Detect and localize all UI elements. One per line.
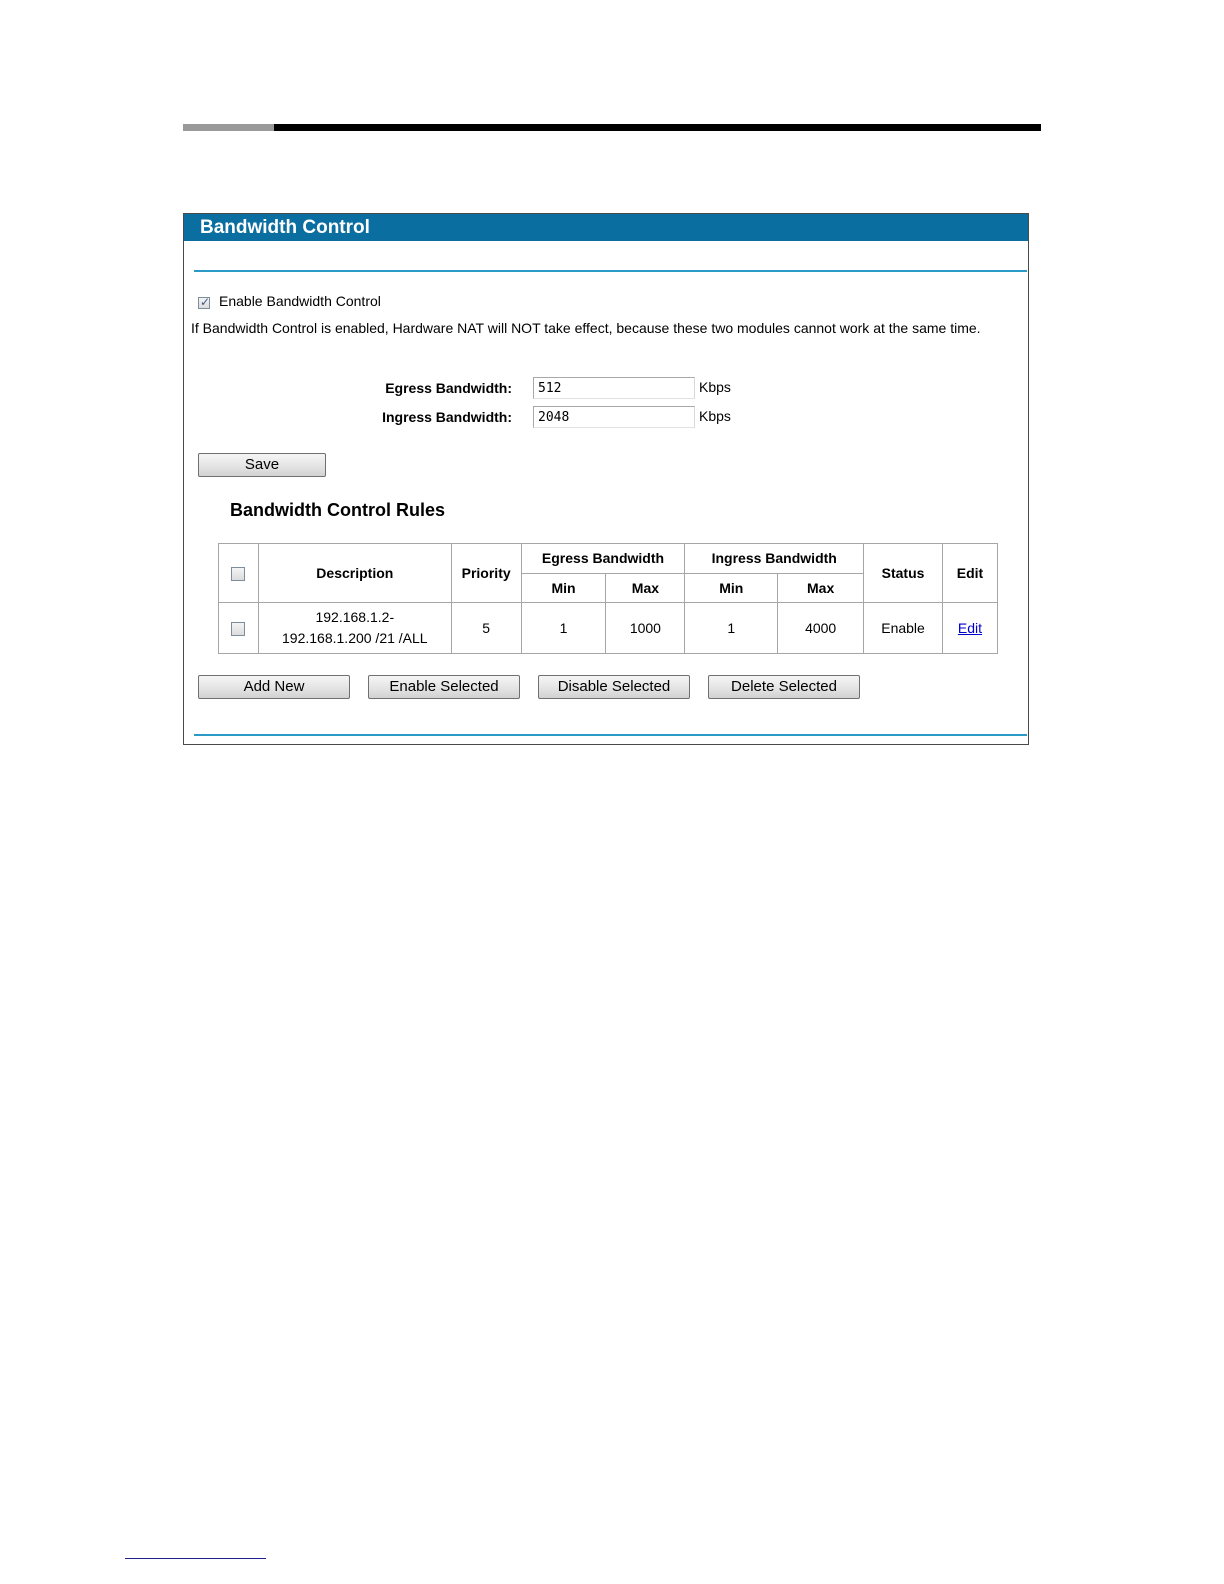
table-row	[219, 603, 998, 654]
add-new-button[interactable]: Add New	[198, 675, 350, 699]
row-status: Enable	[864, 603, 943, 654]
rules-table	[218, 543, 998, 654]
ingress-unit: Kbps	[699, 408, 731, 424]
col-ingress-bandwidth: Ingress Bandwidth	[685, 544, 864, 574]
egress-unit: Kbps	[699, 379, 731, 395]
egress-bandwidth-input[interactable]	[533, 377, 695, 399]
rules-section-title: Bandwidth Control Rules	[230, 500, 445, 520]
panel-title: Bandwidth Control	[184, 214, 1028, 241]
row-ingress-min: 1	[685, 603, 778, 654]
col-ingress-max: Max	[778, 573, 864, 603]
ingress-bandwidth-input[interactable]	[533, 406, 695, 428]
enable-bandwidth-control-checkbox[interactable]	[198, 297, 210, 309]
header-rule-gray	[183, 124, 274, 131]
ingress-bandwidth-label: Ingress Bandwidth:	[382, 409, 512, 425]
enable-bandwidth-control-label: Enable Bandwidth Control	[219, 293, 381, 309]
row-select-cell	[219, 603, 259, 654]
row-edit-link[interactable]: Edit	[957, 619, 983, 636]
row-ingress-max: 4000	[778, 603, 864, 654]
delete-selected-button[interactable]: Delete Selected	[708, 675, 860, 699]
row-description-line1: 192.168.1.2-	[315, 609, 395, 625]
header-rule-black	[274, 124, 1041, 131]
egress-bandwidth-label: Egress Bandwidth:	[385, 380, 512, 396]
row-egress-min: 1	[521, 603, 606, 654]
col-egress-max: Max	[606, 573, 685, 603]
row-egress-max: 1000	[606, 603, 685, 654]
save-button[interactable]: Save	[198, 453, 326, 477]
divider-bottom	[194, 734, 1027, 736]
divider-top	[194, 270, 1027, 272]
select-all-cell	[219, 544, 259, 603]
col-ingress-min: Min	[685, 573, 778, 603]
col-description: Description	[258, 544, 451, 603]
col-egress-bandwidth: Egress Bandwidth	[521, 544, 685, 574]
select-all-checkbox[interactable]	[231, 567, 245, 581]
row-select-checkbox[interactable]	[231, 622, 245, 636]
row-description-line2: 192.168.1.200 /21 /ALL	[282, 630, 428, 646]
disable-selected-button[interactable]: Disable Selected	[538, 675, 690, 699]
col-egress-min: Min	[521, 573, 606, 603]
bandwidth-control-panel	[183, 213, 1029, 745]
col-edit: Edit	[942, 544, 997, 603]
col-status: Status	[864, 544, 943, 603]
enable-selected-button[interactable]: Enable Selected	[368, 675, 520, 699]
col-priority: Priority	[451, 544, 521, 603]
row-description	[258, 603, 451, 654]
hardware-nat-notice: If Bandwidth Control is enabled, Hardware NAT will NOT take effect, because these two modules cannot work at the same time.	[191, 320, 981, 336]
row-priority: 5	[451, 603, 521, 654]
row-edit-cell	[942, 603, 997, 654]
footer-rule	[125, 1558, 266, 1559]
